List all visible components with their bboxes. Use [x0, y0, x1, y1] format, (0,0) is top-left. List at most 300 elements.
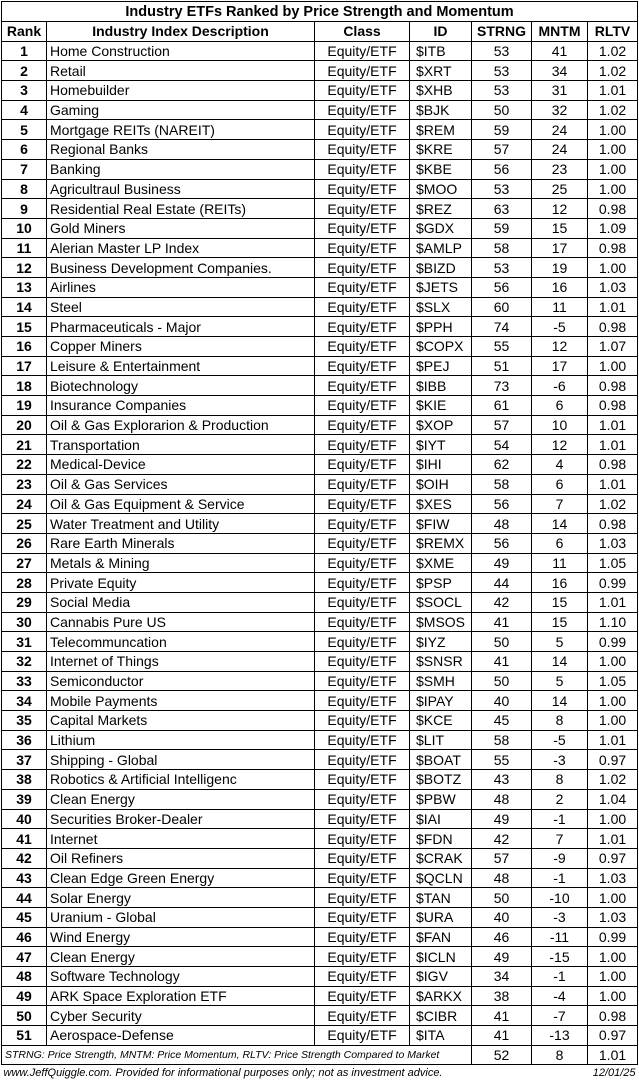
id-cell: $BJK — [410, 100, 472, 120]
rank-cell: 15 — [2, 317, 47, 337]
id-cell: $MSOS — [410, 612, 472, 632]
id-cell: $PBW — [410, 789, 472, 809]
rltv-cell: 1.01 — [588, 415, 638, 435]
class-cell: Equity/ETF — [315, 140, 410, 160]
mntm-cell: -7 — [532, 1006, 588, 1026]
mntm-cell: 16 — [532, 573, 588, 593]
id-cell: $KRE — [410, 140, 472, 160]
id-cell: $IHI — [410, 455, 472, 475]
description-cell: Clean Edge Green Energy — [47, 868, 315, 888]
table-row — [2, 435, 638, 455]
rank-cell: 24 — [2, 494, 47, 514]
strng-cell: 48 — [472, 514, 532, 534]
table-row — [2, 120, 638, 140]
table-row — [2, 927, 638, 947]
id-cell: $MOO — [410, 179, 472, 199]
class-cell: Equity/ETF — [315, 396, 410, 416]
mntm-cell: 14 — [532, 691, 588, 711]
mntm-cell: 12 — [532, 199, 588, 219]
table-row — [2, 337, 638, 357]
strng-cell: 50 — [472, 671, 532, 691]
rltv-cell: 0.98 — [588, 396, 638, 416]
table-row — [2, 356, 638, 376]
mntm-cell: -9 — [532, 848, 588, 868]
strng-cell: 63 — [472, 199, 532, 219]
table-row — [2, 514, 638, 534]
class-cell: Equity/ETF — [315, 770, 410, 790]
strng-cell: 44 — [472, 573, 532, 593]
strng-cell: 62 — [472, 455, 532, 475]
description-cell: Clean Energy — [47, 789, 315, 809]
mntm-cell: -1 — [532, 967, 588, 987]
rank-cell: 5 — [2, 120, 47, 140]
rank-cell: 19 — [2, 396, 47, 416]
table-row — [2, 533, 638, 553]
strng-cell: 42 — [472, 829, 532, 849]
class-cell: Equity/ETF — [315, 297, 410, 317]
description-cell: Mortgage REITs (NAREIT) — [47, 120, 315, 140]
rltv-cell: 0.98 — [588, 376, 638, 396]
class-cell: Equity/ETF — [315, 829, 410, 849]
id-cell: $IAI — [410, 809, 472, 829]
id-cell: $CIBR — [410, 1006, 472, 1026]
class-cell: Equity/ETF — [315, 474, 410, 494]
legend-text: STRNG: Price Strength, MNTM: Price Momentum, RLTV: Price Strength Compared to Market — [2, 1045, 472, 1065]
class-cell: Equity/ETF — [315, 652, 410, 672]
table-row — [2, 1006, 638, 1026]
rltv-cell: 1.05 — [588, 671, 638, 691]
strng-cell: 49 — [472, 553, 532, 573]
mntm-cell: 12 — [532, 337, 588, 357]
class-cell: Equity/ETF — [315, 376, 410, 396]
description-cell: Aerospace-Defense — [47, 1026, 315, 1046]
rank-cell: 39 — [2, 789, 47, 809]
rltv-cell: 1.10 — [588, 612, 638, 632]
mntm-cell: 8 — [532, 711, 588, 731]
description-cell: Telecommuncation — [47, 632, 315, 652]
rank-cell: 47 — [2, 947, 47, 967]
rank-cell: 26 — [2, 533, 47, 553]
class-cell: Equity/ETF — [315, 41, 410, 61]
class-cell: Equity/ETF — [315, 612, 410, 632]
description-cell: Gold Miners — [47, 218, 315, 238]
ranking-sheet — [1, 1, 637, 1081]
description-cell: Oil & Gas Equipment & Service — [47, 494, 315, 514]
rank-cell: 44 — [2, 888, 47, 908]
strng-cell: 40 — [472, 907, 532, 927]
class-cell: Equity/ETF — [315, 238, 410, 258]
id-cell: $PEJ — [410, 356, 472, 376]
rank-cell: 10 — [2, 218, 47, 238]
table-row — [2, 829, 638, 849]
table-row — [2, 199, 638, 219]
strng-cell: 40 — [472, 691, 532, 711]
col-header-rank: Rank — [2, 22, 47, 42]
mntm-cell: 25 — [532, 179, 588, 199]
rltv-cell: 1.09 — [588, 218, 638, 238]
class-cell: Equity/ETF — [315, 711, 410, 731]
id-cell: $OIH — [410, 474, 472, 494]
description-cell: Cannabis Pure US — [47, 612, 315, 632]
table-row — [2, 632, 638, 652]
mntm-cell: -13 — [532, 1026, 588, 1046]
strng-cell: 60 — [472, 297, 532, 317]
table-row — [2, 494, 638, 514]
rltv-cell: 1.02 — [588, 61, 638, 81]
strng-cell: 61 — [472, 396, 532, 416]
class-cell: Equity/ETF — [315, 1006, 410, 1026]
mntm-cell: 6 — [532, 533, 588, 553]
rank-cell: 7 — [2, 159, 47, 179]
id-cell: $XME — [410, 553, 472, 573]
rank-cell: 28 — [2, 573, 47, 593]
class-cell: Equity/ETF — [315, 632, 410, 652]
id-cell: $URA — [410, 907, 472, 927]
strng-cell: 59 — [472, 120, 532, 140]
rltv-cell: 1.01 — [588, 730, 638, 750]
table-row — [2, 750, 638, 770]
mntm-cell: 5 — [532, 671, 588, 691]
rltv-cell: 0.98 — [588, 514, 638, 534]
id-cell: $KCE — [410, 711, 472, 731]
rank-cell: 20 — [2, 415, 47, 435]
strng-cell: 54 — [472, 435, 532, 455]
mntm-cell: 7 — [532, 494, 588, 514]
strng-cell: 58 — [472, 238, 532, 258]
id-cell: $CRAK — [410, 848, 472, 868]
id-cell: $AMLP — [410, 238, 472, 258]
id-cell: $ICLN — [410, 947, 472, 967]
rltv-cell: 1.03 — [588, 868, 638, 888]
rank-cell: 51 — [2, 1026, 47, 1046]
strng-cell: 50 — [472, 888, 532, 908]
id-cell: $IGV — [410, 967, 472, 987]
mntm-cell: 11 — [532, 553, 588, 573]
table-row — [2, 888, 638, 908]
class-cell: Equity/ETF — [315, 573, 410, 593]
description-cell: Metals & Mining — [47, 553, 315, 573]
table-row — [2, 730, 638, 750]
id-cell: $SOCL — [410, 592, 472, 612]
strng-cell: 49 — [472, 947, 532, 967]
strng-cell: 41 — [472, 1026, 532, 1046]
table-row — [2, 258, 638, 278]
rank-cell: 38 — [2, 770, 47, 790]
id-cell: $BOAT — [410, 750, 472, 770]
rltv-cell: 1.03 — [588, 533, 638, 553]
description-cell: Copper Miners — [47, 337, 315, 357]
description-cell: Lithium — [47, 730, 315, 750]
description-cell: Banking — [47, 159, 315, 179]
rltv-cell: 1.01 — [588, 81, 638, 101]
rank-cell: 14 — [2, 297, 47, 317]
id-cell: $SLX — [410, 297, 472, 317]
table-row — [2, 947, 638, 967]
strng-cell: 50 — [472, 632, 532, 652]
rltv-cell: 0.97 — [588, 848, 638, 868]
strng-cell: 43 — [472, 770, 532, 790]
rank-cell: 25 — [2, 514, 47, 534]
table-row — [2, 907, 638, 927]
strng-cell: 51 — [472, 356, 532, 376]
id-cell: $XES — [410, 494, 472, 514]
table-row — [2, 140, 638, 160]
mntm-cell: -5 — [532, 730, 588, 750]
id-cell: $PPH — [410, 317, 472, 337]
average-strng: 52 — [472, 1045, 532, 1065]
strng-cell: 53 — [472, 41, 532, 61]
mntm-cell: 19 — [532, 258, 588, 278]
rank-cell: 12 — [2, 258, 47, 278]
table-row — [2, 218, 638, 238]
class-cell: Equity/ETF — [315, 888, 410, 908]
strng-cell: 34 — [472, 967, 532, 987]
id-cell: $XRT — [410, 61, 472, 81]
rltv-cell: 0.97 — [588, 750, 638, 770]
rank-cell: 18 — [2, 376, 47, 396]
rank-cell: 49 — [2, 986, 47, 1006]
id-cell: $IPAY — [410, 691, 472, 711]
rank-cell: 41 — [2, 829, 47, 849]
table-row — [2, 81, 638, 101]
strng-cell: 56 — [472, 277, 532, 297]
rltv-cell: 0.99 — [588, 632, 638, 652]
mntm-cell: 24 — [532, 120, 588, 140]
strng-cell: 57 — [472, 848, 532, 868]
mntm-cell: 17 — [532, 238, 588, 258]
class-cell: Equity/ETF — [315, 533, 410, 553]
class-cell: Equity/ETF — [315, 100, 410, 120]
rank-cell: 42 — [2, 848, 47, 868]
table-row — [2, 61, 638, 81]
rltv-cell: 0.98 — [588, 317, 638, 337]
strng-cell: 41 — [472, 652, 532, 672]
rltv-cell: 1.02 — [588, 494, 638, 514]
rank-cell: 22 — [2, 455, 47, 475]
rltv-cell: 1.00 — [588, 809, 638, 829]
average-mntm: 8 — [532, 1045, 588, 1065]
rank-cell: 43 — [2, 868, 47, 888]
strng-cell: 53 — [472, 179, 532, 199]
rltv-cell: 1.00 — [588, 967, 638, 987]
table-row — [2, 573, 638, 593]
description-cell: Oil & Gas Explorarion & Production — [47, 415, 315, 435]
class-cell: Equity/ETF — [315, 514, 410, 534]
table-row — [2, 868, 638, 888]
class-cell: Equity/ETF — [315, 61, 410, 81]
table-row — [2, 809, 638, 829]
mntm-cell: -1 — [532, 868, 588, 888]
description-cell: Pharmaceuticals - Major — [47, 317, 315, 337]
average-rltv: 1.01 — [588, 1045, 638, 1065]
footer-date: 12/01/25 — [592, 1067, 636, 1080]
mntm-cell: 41 — [532, 41, 588, 61]
strng-cell: 41 — [472, 612, 532, 632]
rank-cell: 33 — [2, 671, 47, 691]
description-cell: Clean Energy — [47, 947, 315, 967]
id-cell: $GDX — [410, 218, 472, 238]
table-row — [2, 967, 638, 987]
table-row — [2, 277, 638, 297]
rank-cell: 17 — [2, 356, 47, 376]
etf-ranking-table — [1, 1, 638, 1081]
table-row — [2, 986, 638, 1006]
mntm-cell: -3 — [532, 907, 588, 927]
rltv-cell: 0.98 — [588, 238, 638, 258]
rltv-cell: 1.00 — [588, 258, 638, 278]
rltv-cell: 0.98 — [588, 1006, 638, 1026]
strng-cell: 57 — [472, 415, 532, 435]
class-cell: Equity/ETF — [315, 848, 410, 868]
mntm-cell: 2 — [532, 789, 588, 809]
table-row — [2, 1026, 638, 1046]
description-cell: Internet of Things — [47, 652, 315, 672]
strng-cell: 48 — [472, 868, 532, 888]
class-cell: Equity/ETF — [315, 277, 410, 297]
strng-cell: 42 — [472, 592, 532, 612]
description-cell: Medical-Device — [47, 455, 315, 475]
rank-cell: 34 — [2, 691, 47, 711]
strng-cell: 73 — [472, 376, 532, 396]
mntm-cell: 14 — [532, 652, 588, 672]
table-row — [2, 455, 638, 475]
mntm-cell: 11 — [532, 297, 588, 317]
description-cell: Cyber Security — [47, 1006, 315, 1026]
table-row — [2, 789, 638, 809]
strng-cell: 41 — [472, 1006, 532, 1026]
table-row — [2, 691, 638, 711]
id-cell: $ARKX — [410, 986, 472, 1006]
rank-cell: 23 — [2, 474, 47, 494]
mntm-cell: -3 — [532, 750, 588, 770]
table-row — [2, 415, 638, 435]
id-cell: $FDN — [410, 829, 472, 849]
description-cell: Oil & Gas Services — [47, 474, 315, 494]
mntm-cell: -11 — [532, 927, 588, 947]
rltv-cell: 1.00 — [588, 691, 638, 711]
rank-cell: 21 — [2, 435, 47, 455]
table-row — [2, 474, 638, 494]
mntm-cell: 15 — [532, 612, 588, 632]
description-cell: Solar Energy — [47, 888, 315, 908]
description-cell: Securities Broker-Dealer — [47, 809, 315, 829]
id-cell: $REZ — [410, 199, 472, 219]
mntm-cell: 5 — [532, 632, 588, 652]
rank-cell: 50 — [2, 1006, 47, 1026]
rltv-cell: 1.00 — [588, 356, 638, 376]
description-cell: Wind Energy — [47, 927, 315, 947]
class-cell: Equity/ETF — [315, 947, 410, 967]
rltv-cell: 1.01 — [588, 474, 638, 494]
mntm-cell: -5 — [532, 317, 588, 337]
description-cell: Alerian Master LP Index — [47, 238, 315, 258]
mntm-cell: 10 — [532, 415, 588, 435]
mntm-cell: -10 — [532, 888, 588, 908]
col-header-id: ID — [410, 22, 472, 42]
mntm-cell: 14 — [532, 514, 588, 534]
rank-cell: 30 — [2, 612, 47, 632]
strng-cell: 53 — [472, 258, 532, 278]
strng-cell: 50 — [472, 100, 532, 120]
class-cell: Equity/ETF — [315, 868, 410, 888]
table-row — [2, 652, 638, 672]
class-cell: Equity/ETF — [315, 356, 410, 376]
mntm-cell: 12 — [532, 435, 588, 455]
description-cell: Homebuilder — [47, 81, 315, 101]
description-cell: Agricultraul Business — [47, 179, 315, 199]
description-cell: Mobile Payments — [47, 691, 315, 711]
description-cell: Rare Earth Minerals — [47, 533, 315, 553]
class-cell: Equity/ETF — [315, 218, 410, 238]
rank-cell: 36 — [2, 730, 47, 750]
class-cell: Equity/ETF — [315, 967, 410, 987]
table-row — [2, 100, 638, 120]
class-cell: Equity/ETF — [315, 258, 410, 278]
col-header-description: Industry Index Description — [47, 22, 315, 42]
class-cell: Equity/ETF — [315, 1026, 410, 1046]
rltv-cell: 1.00 — [588, 947, 638, 967]
strng-cell: 55 — [472, 337, 532, 357]
rank-cell: 2 — [2, 61, 47, 81]
description-cell: Airlines — [47, 277, 315, 297]
mntm-cell: -1 — [532, 809, 588, 829]
class-cell: Equity/ETF — [315, 120, 410, 140]
rltv-cell: 1.01 — [588, 829, 638, 849]
col-header-mntm: MNTM — [532, 22, 588, 42]
class-cell: Equity/ETF — [315, 553, 410, 573]
description-cell: Residential Real Estate (REITs) — [47, 199, 315, 219]
rank-cell: 1 — [2, 41, 47, 61]
rltv-cell: 0.98 — [588, 455, 638, 475]
rank-cell: 13 — [2, 277, 47, 297]
rank-cell: 48 — [2, 967, 47, 987]
id-cell: $LIT — [410, 730, 472, 750]
description-cell: Internet — [47, 829, 315, 849]
rltv-cell: 1.00 — [588, 179, 638, 199]
rltv-cell: 1.05 — [588, 553, 638, 573]
rank-cell: 6 — [2, 140, 47, 160]
strng-cell: 53 — [472, 61, 532, 81]
description-cell: Private Equity — [47, 573, 315, 593]
table-title: Industry ETFs Ranked by Price Strength and Momentum — [2, 2, 638, 22]
table-row — [2, 553, 638, 573]
mntm-cell: 15 — [532, 218, 588, 238]
id-cell: $IYT — [410, 435, 472, 455]
mntm-cell: -6 — [532, 376, 588, 396]
table-row — [2, 770, 638, 790]
table-row — [2, 396, 638, 416]
strng-cell: 53 — [472, 81, 532, 101]
rltv-cell: 1.03 — [588, 907, 638, 927]
id-cell: $ITA — [410, 1026, 472, 1046]
description-cell: Home Construction — [47, 41, 315, 61]
id-cell: $TAN — [410, 888, 472, 908]
description-cell: Robotics & Artificial Intelligenc — [47, 770, 315, 790]
rltv-cell: 1.00 — [588, 140, 638, 160]
rltv-cell: 0.99 — [588, 927, 638, 947]
rltv-cell: 1.01 — [588, 297, 638, 317]
strng-cell: 57 — [472, 140, 532, 160]
id-cell: $ITB — [410, 41, 472, 61]
description-cell: Leisure & Entertainment — [47, 356, 315, 376]
rank-cell: 29 — [2, 592, 47, 612]
table-row — [2, 159, 638, 179]
mntm-cell: 34 — [532, 61, 588, 81]
class-cell: Equity/ETF — [315, 159, 410, 179]
description-cell: Regional Banks — [47, 140, 315, 160]
rank-cell: 9 — [2, 199, 47, 219]
strng-cell: 56 — [472, 533, 532, 553]
